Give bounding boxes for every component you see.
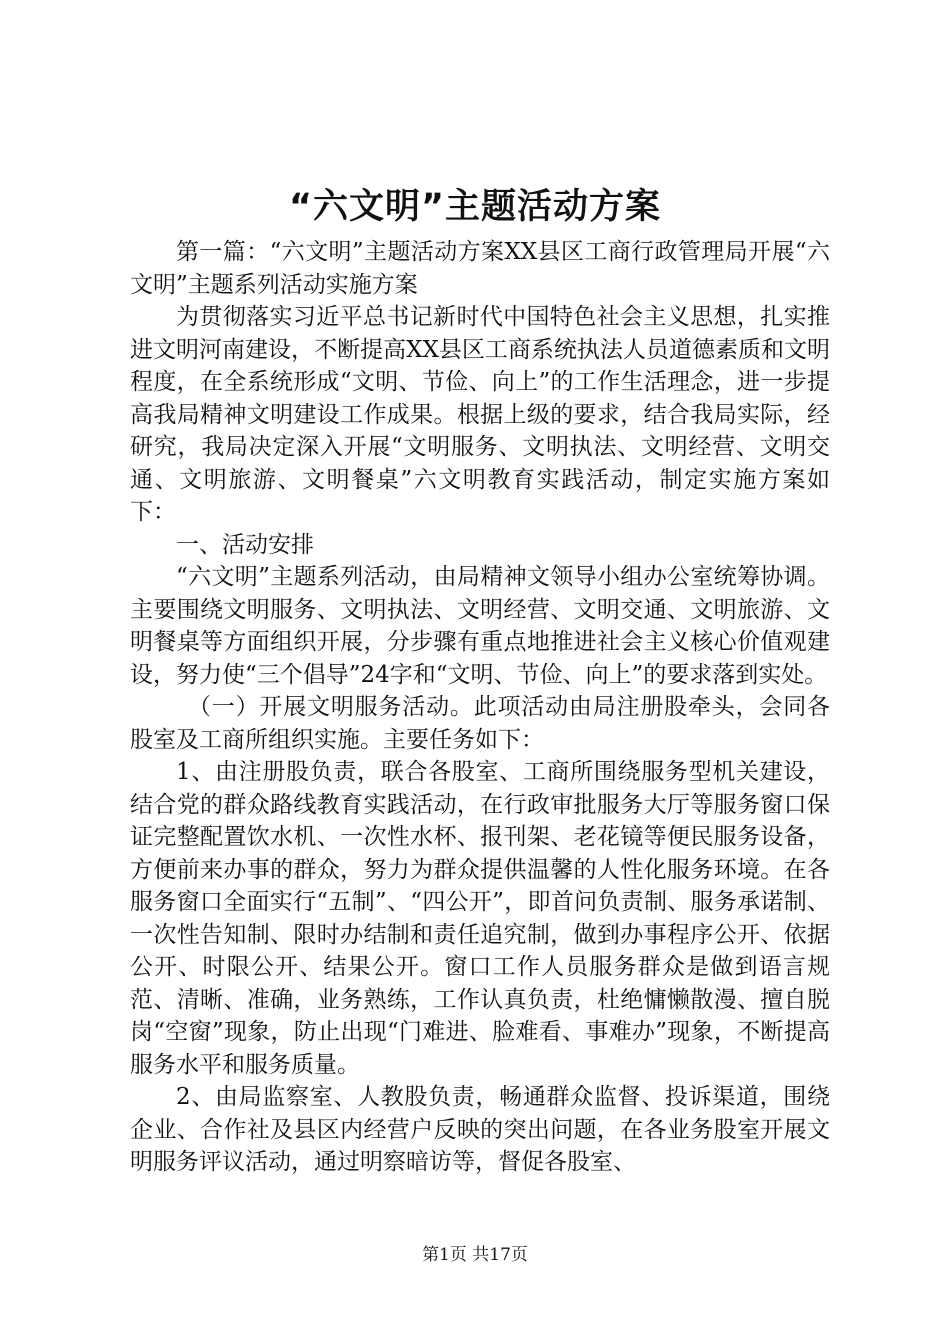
paragraph-task-2: 2、由局监察室、人教股负责，畅通群众监督、投诉渠道，围绕企业、合作社及县区内经营户反映的突出问题，在各业务股室开展文明服务评议活动，通过明察暗访等，督促各股室、 bbox=[130, 1084, 830, 1175]
document-title: “六文明”主题活动方案 bbox=[288, 187, 661, 227]
paragraph-intro-heading: 第一篇：“六文明”主题活动方案XX县区工商行政管理局开展“六文明”主题系列活动实施方案 bbox=[130, 239, 830, 298]
paragraph-task-1: 1、由注册股负责，联合各股室、工商所围绕服务型机关建设，结合党的群众路线教育实践活动，在行政审批服务大厅等服务窗口保证完整配置饮水机、一次性水杯、报刊架、老花镜等便民服务设备，方便前来办事的群众，努力为群众提供温馨的人性化服务环境。在各服务窗口全面实行“五制”、“四公开”，即首问负责制、服务承诺制、一次性告知制、限时办结制和责任追究制，做到办事程序公开、依据公开、时限公开、结果公开。窗口工作人员服务群众是做到语言规范、清晰、准确，业务熟练，工作认真负责，杜绝慵懒散漫、擅自脱岗“空窗”现象，防止出现“门难进、脸难看、事难办”现象，不断提高服务水平和服务质量。 bbox=[130, 759, 830, 1078]
paragraph-overview: “六文明”主题系列活动，由局精神文领导小组办公室统筹协调。主要围绕文明服务、文明执法、文明经营、文明交通、文明旅游、文明餐桌等方面组织开展，分步骤有重点地推进社会主义核心价值观建设，努力使“三个倡导”24字和“文明、节俭、向上”的要求落到实处。 bbox=[130, 564, 830, 688]
page-footer: 第1页 共17页 bbox=[422, 1245, 528, 1265]
paragraph-preamble: 为贯彻落实习近平总书记新时代中国特色社会主义思想，扎实推进文明河南建设，不断提高XX县区工商系统执法人员道德素质和文明程度，在全系统形成“文明、节俭、向上”的工作生活理念，进一步提高我局精神文明建设工作成果。根据上级的要求，结合我局实际，经研究，我局决定深入开展“文明服务、文明执法、文明经营、文明交通、文明旅游、文明餐桌”六文明教育实践活动，制定实施方案如下： bbox=[130, 304, 830, 525]
subsection-heading-service: （一）开展文明服务活动。此项活动由局注册股牵头，会同各股室及工商所组织实施。主要任务如下： bbox=[130, 694, 830, 753]
document-body bbox=[130, 236, 830, 1179]
section-heading-arrangement: 一、活动安排 bbox=[176, 531, 314, 558]
